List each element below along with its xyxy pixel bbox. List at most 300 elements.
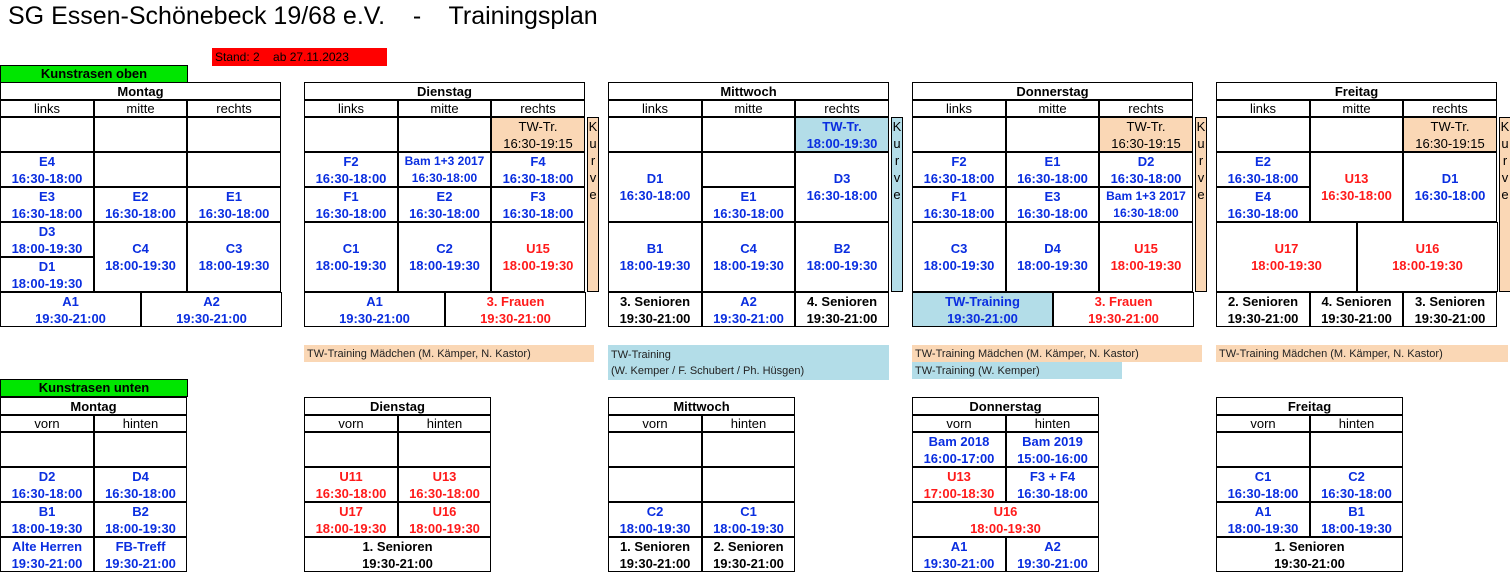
kurve-column — [587, 117, 599, 292]
kurve-letter: v — [893, 170, 901, 185]
training-slot[interactable] — [795, 222, 889, 292]
training-slot[interactable] — [0, 257, 94, 292]
day-name: Freitag — [1287, 398, 1332, 414]
day-name: Donnerstag — [969, 398, 1042, 414]
empty-slot — [304, 117, 398, 152]
team-name: F2 — [951, 153, 967, 169]
column-header-vorn — [1216, 415, 1310, 432]
team-name: C4 — [132, 241, 149, 256]
empty-slot — [608, 117, 702, 152]
team-name: D1 — [38, 258, 56, 274]
training-slot[interactable] — [304, 502, 398, 537]
training-slot[interactable] — [1216, 292, 1310, 327]
time-range: 19:30-21:00 — [11, 555, 83, 571]
training-slot[interactable] — [1403, 117, 1497, 152]
training-slot[interactable] — [1006, 537, 1099, 572]
day-header-dienstag — [304, 397, 491, 415]
column-header-mitte — [94, 100, 187, 117]
time-range: 18:00-19:30 — [11, 240, 83, 256]
time-range: 18:00-19:30 — [315, 520, 387, 536]
training-slot[interactable] — [491, 152, 585, 187]
training-slot[interactable] — [398, 222, 491, 292]
team-name: E1 — [226, 188, 242, 204]
kurve-letter: e — [893, 187, 901, 202]
team-name: Bam 2018 — [928, 433, 990, 449]
empty-slot — [304, 432, 398, 467]
training-slot[interactable] — [1310, 152, 1403, 222]
team-name: C1 — [1254, 468, 1272, 484]
empty-slot — [1216, 432, 1310, 467]
team-name: C3 — [950, 241, 968, 256]
team-name: 3. Senioren — [619, 293, 691, 309]
time-range: 18:00-19:30 — [713, 520, 784, 536]
time-range: 19:30-21:00 — [35, 310, 106, 326]
team-name: D4 — [1044, 241, 1061, 256]
time-range: 18:00-19:30 — [923, 258, 995, 273]
time-range: 15:00-16:00 — [1017, 450, 1088, 466]
training-slot[interactable] — [1006, 187, 1099, 222]
team-name: E1 — [1044, 153, 1061, 169]
training-slot[interactable] — [702, 187, 795, 222]
training-slot[interactable] — [1310, 292, 1403, 327]
time-range: 19:30-21:00 — [619, 555, 691, 571]
training-slot[interactable] — [912, 537, 1006, 572]
time-range: 16:30-18:00 — [1110, 170, 1182, 186]
time-range: 18:00-19:30 — [11, 520, 83, 536]
time-range: 18:00-19:30 — [198, 258, 270, 273]
time-range: 19:30-21:00 — [480, 310, 551, 326]
kurve-letter: r — [1198, 153, 1204, 168]
team-name: E2 — [1255, 153, 1271, 169]
training-slot[interactable] — [0, 537, 94, 572]
training-slot[interactable] — [1006, 432, 1099, 467]
team-name: U13 — [1344, 171, 1369, 186]
note-text: TW-Training Mädchen (M. Kämper, N. Kastor) — [307, 347, 531, 360]
kurve-letter: e — [589, 187, 597, 202]
team-name: C3 — [225, 241, 243, 256]
time-range: 16:30-18:00 — [198, 205, 270, 221]
training-slot[interactable] — [94, 187, 187, 222]
team-name: B2 — [833, 241, 851, 256]
team-name: 1. Senioren — [619, 538, 691, 554]
team-name: 1. Senioren — [362, 538, 433, 554]
training-slot[interactable] — [398, 467, 491, 502]
training-slot[interactable] — [491, 117, 585, 152]
team-name: F1 — [343, 188, 359, 204]
training-slot[interactable] — [608, 502, 702, 537]
training-slot[interactable] — [1310, 502, 1403, 537]
training-slot[interactable] — [491, 187, 585, 222]
time-range: 16:30-18:00 — [315, 485, 387, 501]
team-name: U11 — [339, 468, 363, 484]
training-slot[interactable] — [1216, 222, 1357, 292]
kurve-letter: v — [589, 170, 597, 185]
team-name: C4 — [740, 241, 757, 256]
column-label: links — [641, 101, 668, 116]
day-header-mittwoch — [608, 397, 795, 415]
training-slot[interactable] — [0, 467, 94, 502]
time-range: 18:00-19:30 — [619, 520, 691, 536]
training-slot[interactable] — [1310, 467, 1403, 502]
kurve-letter: u — [1501, 136, 1509, 151]
time-range: 16:30-19:15 — [1415, 135, 1485, 151]
day-header-freitag — [1216, 397, 1403, 415]
training-slot[interactable] — [1099, 152, 1193, 187]
training-slot[interactable] — [912, 222, 1006, 292]
day-name: Montag — [70, 398, 117, 414]
kurve-column — [1499, 117, 1510, 292]
time-range: 16:30-18:00 — [11, 485, 83, 501]
training-slot[interactable] — [304, 187, 398, 222]
time-range: 18:00-19:30 — [11, 275, 83, 291]
kurve-letter: e — [1501, 187, 1509, 202]
column-header-rechts — [1403, 100, 1497, 117]
time-range: 18:00-19:30 — [315, 258, 387, 273]
column-header-hinten — [94, 415, 187, 432]
team-name: A1 — [950, 538, 968, 554]
team-name: C2 — [1348, 468, 1365, 484]
column-label: rechts — [216, 101, 252, 116]
empty-slot — [1006, 117, 1099, 152]
team-name: Bam 1+3 2017 — [1106, 188, 1186, 203]
team-name: U17 — [339, 503, 363, 519]
time-range: 16:30-18:00 — [502, 170, 574, 186]
team-name: U16 — [1415, 241, 1440, 256]
team-name: 4. Senioren — [1321, 293, 1392, 309]
training-slot[interactable] — [304, 292, 445, 327]
empty-slot — [0, 432, 94, 467]
day-header-dienstag — [304, 82, 585, 100]
team-name: F1 — [951, 188, 967, 204]
training-slot[interactable] — [187, 187, 281, 222]
column-label: rechts — [824, 101, 860, 116]
time-range: 16:30-18:00 — [1017, 485, 1088, 501]
time-range: 18:00-19:30 — [1321, 520, 1392, 536]
kurve-letter: K — [1500, 119, 1510, 134]
training-slot[interactable] — [1099, 222, 1193, 292]
training-slot[interactable] — [1053, 292, 1194, 327]
training-slot[interactable] — [304, 537, 491, 572]
training-slot[interactable] — [912, 432, 1006, 467]
goalkeeper-note — [1216, 345, 1508, 362]
column-label: mitte — [1038, 101, 1067, 116]
training-slot[interactable] — [1357, 222, 1498, 292]
empty-slot — [398, 432, 491, 467]
day-name: Freitag — [1334, 83, 1379, 99]
training-slot[interactable] — [398, 152, 491, 187]
team-name: U16 — [993, 503, 1018, 519]
time-range: 18:00-19:30 — [806, 135, 878, 151]
time-range: 16:30-18:00 — [1227, 205, 1299, 221]
time-range: 19:30-21:00 — [1321, 310, 1392, 326]
team-name: C2 — [436, 241, 453, 256]
goalkeeper-note — [912, 362, 1122, 379]
column-header-mitte — [1310, 100, 1403, 117]
time-range: 18:00-19:30 — [1392, 258, 1463, 273]
kunstrasen-unten-label: Kunstrasen unten — [0, 379, 188, 397]
team-name: F4 — [530, 153, 546, 169]
team-name: 4. Senioren — [806, 293, 878, 309]
training-slot[interactable] — [795, 292, 889, 327]
training-slot[interactable] — [608, 222, 702, 292]
training-slot[interactable] — [795, 117, 889, 152]
day-header-montag — [0, 397, 187, 415]
time-range: 16:30-18:00 — [105, 205, 176, 221]
time-range: 16:30-18:00 — [1113, 205, 1179, 220]
training-slot[interactable] — [0, 152, 94, 187]
column-label: vorn — [946, 416, 972, 431]
team-name: E4 — [39, 153, 55, 169]
team-name: F3 — [530, 188, 546, 204]
time-range: 16:30-18:00 — [1227, 485, 1299, 501]
training-slot[interactable] — [702, 292, 795, 327]
time-range: 16:30-18:00 — [806, 188, 878, 203]
kurve-column — [1195, 117, 1207, 292]
time-range: 16:30-18:00 — [315, 205, 387, 221]
training-slot[interactable] — [1403, 292, 1497, 327]
time-range: 16:00-17:00 — [923, 450, 995, 466]
team-name: B1 — [1348, 503, 1365, 519]
empty-slot — [187, 117, 281, 152]
column-header-rechts — [795, 100, 889, 117]
training-slot[interactable] — [398, 502, 491, 537]
column-header-rechts — [491, 100, 585, 117]
team-name: F2 — [343, 153, 359, 169]
training-slot[interactable] — [491, 222, 585, 292]
team-name: E4 — [1255, 188, 1271, 204]
time-range: 16:30-18:00 — [1414, 188, 1486, 203]
column-label: vorn — [1250, 416, 1276, 431]
empty-slot — [1310, 432, 1403, 467]
day-header-freitag — [1216, 82, 1497, 100]
training-slot[interactable] — [912, 467, 1006, 502]
stand-badge: Stand: 2 ab 27.11.2023 — [212, 48, 387, 66]
time-range: 16:30-18:00 — [411, 170, 478, 185]
team-name: A1 — [366, 293, 383, 309]
training-slot[interactable] — [304, 152, 398, 187]
kurve-letter: K — [588, 119, 598, 134]
team-name: TW-Tr. — [518, 118, 558, 134]
time-range: 16:30-18:00 — [923, 205, 995, 221]
column-label: hinten — [1034, 416, 1071, 431]
training-slot[interactable] — [187, 222, 281, 292]
team-name: D2 — [1137, 153, 1155, 169]
time-range: 18:00-19:30 — [409, 258, 480, 273]
training-slot[interactable] — [1403, 152, 1497, 222]
time-range: 18:00-19:30 — [619, 258, 691, 273]
training-slot[interactable] — [608, 292, 702, 327]
training-slot[interactable] — [1216, 537, 1403, 572]
column-header-links — [1216, 100, 1310, 117]
training-slot[interactable] — [912, 152, 1006, 187]
column-header-hinten — [702, 415, 795, 432]
training-slot[interactable] — [608, 537, 702, 572]
time-range: 19:30-21:00 — [1227, 310, 1299, 326]
team-name: 3. Senioren — [1414, 293, 1486, 309]
team-name: A1 — [62, 293, 79, 309]
empty-slot — [912, 117, 1006, 152]
training-slot[interactable] — [0, 502, 94, 537]
day-header-donnerstag — [912, 397, 1099, 415]
time-range: 18:00-19:30 — [713, 258, 784, 273]
day-header-montag — [0, 82, 281, 100]
team-name: A2 — [203, 293, 220, 309]
goalkeeper-note — [912, 345, 1202, 362]
column-header-links — [0, 100, 94, 117]
training-slot[interactable] — [1216, 187, 1310, 222]
training-slot[interactable] — [702, 502, 795, 537]
day-name: Donnerstag — [1016, 83, 1089, 99]
empty-slot — [608, 432, 702, 467]
training-slot[interactable] — [0, 187, 94, 222]
time-range: 16:30-19:15 — [1111, 135, 1181, 151]
team-name: TW-Training — [945, 293, 1020, 309]
training-slot[interactable] — [608, 152, 702, 222]
empty-slot — [94, 152, 187, 187]
column-header-mitte — [398, 100, 491, 117]
empty-slot — [608, 467, 702, 502]
training-slot[interactable] — [94, 502, 187, 537]
training-slot[interactable] — [795, 152, 889, 222]
empty-slot — [0, 117, 94, 152]
day-name: Dienstag — [417, 83, 472, 99]
time-range: 16:30-18:00 — [315, 170, 387, 186]
column-label: hinten — [1338, 416, 1375, 431]
time-range: 19:30-21:00 — [339, 310, 410, 326]
empty-slot — [398, 117, 491, 152]
training-slot[interactable] — [1006, 222, 1099, 292]
time-range: 16:30-18:00 — [105, 485, 176, 501]
training-slot[interactable] — [1099, 117, 1193, 152]
team-name: F3 + F4 — [1029, 468, 1076, 484]
time-range: 16:30-18:00 — [11, 205, 83, 221]
time-range: 16:30-18:00 — [502, 205, 574, 221]
team-name: U16 — [432, 503, 457, 519]
training-slot[interactable] — [398, 187, 491, 222]
team-name: D2 — [38, 468, 56, 484]
column-label: rechts — [520, 101, 556, 116]
training-slot[interactable] — [94, 222, 187, 292]
column-header-mitte — [702, 100, 795, 117]
empty-slot — [702, 152, 795, 187]
team-name: U13 — [432, 468, 457, 484]
time-range: 18:00-19:30 — [105, 258, 176, 273]
time-range: 18:00-19:30 — [970, 520, 1041, 536]
training-slot[interactable] — [1216, 467, 1310, 502]
kurve-letter: v — [1197, 170, 1205, 185]
column-label: links — [33, 101, 60, 116]
column-header-links — [304, 100, 398, 117]
time-range: 19:30-21:00 — [105, 555, 176, 571]
team-name: D4 — [132, 468, 149, 484]
team-name: 3. Frauen — [1094, 293, 1153, 309]
training-slot[interactable] — [0, 292, 141, 327]
column-label: mitte — [1342, 101, 1371, 116]
training-slot[interactable] — [1216, 502, 1310, 537]
column-header-hinten — [1310, 415, 1403, 432]
column-header-rechts — [187, 100, 281, 117]
training-slot[interactable] — [1099, 187, 1193, 222]
training-slot[interactable] — [304, 467, 398, 502]
time-range: 16:30-18:00 — [1017, 170, 1088, 186]
team-name: Bam 1+3 2017 — [404, 153, 485, 168]
team-name: U13 — [947, 468, 971, 484]
column-header-links — [608, 100, 702, 117]
empty-slot — [702, 432, 795, 467]
empty-slot — [187, 152, 281, 187]
time-range: 18:00-19:30 — [1227, 520, 1299, 536]
training-slot[interactable] — [912, 187, 1006, 222]
team-name: B1 — [646, 241, 664, 256]
time-range: 16:30-18:00 — [1321, 485, 1392, 501]
time-range: 18:00-19:30 — [1017, 258, 1088, 273]
training-slot[interactable] — [141, 292, 282, 327]
team-name: U17 — [1274, 241, 1299, 256]
team-name: D3 — [833, 171, 851, 186]
note-text: (W. Kemper / F. Schubert / Ph. Hüsgen) — [611, 364, 805, 377]
empty-slot — [1216, 117, 1310, 152]
training-slot[interactable] — [702, 222, 795, 292]
training-slot[interactable] — [912, 292, 1053, 327]
team-name: 3. Frauen — [486, 293, 545, 309]
column-label: mitte — [734, 101, 763, 116]
column-header-vorn — [0, 415, 94, 432]
training-slot[interactable] — [702, 537, 795, 572]
time-range: 18:00-19:30 — [409, 520, 480, 536]
training-slot[interactable] — [94, 537, 187, 572]
kurve-letter: r — [590, 153, 596, 168]
column-header-links — [912, 100, 1006, 117]
team-name: C1 — [740, 503, 757, 519]
training-slot[interactable] — [1006, 152, 1099, 187]
training-slot[interactable] — [0, 222, 94, 257]
kurve-letter: K — [892, 119, 902, 134]
team-name: 1. Senioren — [1274, 538, 1345, 554]
kurve-letter: r — [1502, 153, 1508, 168]
time-range: 19:30-21:00 — [713, 310, 784, 326]
time-range: 18:00-19:30 — [806, 258, 878, 273]
training-slot[interactable] — [912, 502, 1099, 537]
team-name: TW-Tr. — [822, 118, 862, 134]
training-slot[interactable] — [1006, 467, 1099, 502]
column-label: vorn — [642, 416, 668, 431]
training-slot[interactable] — [94, 467, 187, 502]
note-text: TW-Training — [611, 348, 671, 361]
column-label: hinten — [122, 416, 159, 431]
empty-slot — [94, 117, 187, 152]
column-label: links — [337, 101, 364, 116]
goalkeeper-note — [608, 345, 889, 380]
column-label: links — [945, 101, 972, 116]
time-range: 19:30-21:00 — [176, 310, 247, 326]
training-slot[interactable] — [304, 222, 398, 292]
team-name: E1 — [740, 188, 757, 204]
kurve-letter: u — [893, 136, 901, 151]
time-range: 16:30-18:00 — [409, 205, 480, 221]
training-slot[interactable] — [1216, 152, 1310, 187]
training-slot[interactable] — [445, 292, 586, 327]
kurve-column — [891, 117, 903, 292]
time-range: 18:00-19:30 — [1251, 258, 1322, 273]
time-range: 16:30-18:00 — [1321, 188, 1392, 203]
time-range: 16:30-18:00 — [713, 205, 784, 221]
empty-slot — [702, 467, 795, 502]
kunstrasen-oben-label: Kunstrasen oben — [0, 65, 188, 83]
team-name: A1 — [1254, 503, 1272, 519]
kurve-letter: v — [1501, 170, 1509, 185]
time-range: 19:30-21:00 — [1017, 555, 1088, 571]
time-range: 16:30-18:00 — [1227, 170, 1299, 186]
